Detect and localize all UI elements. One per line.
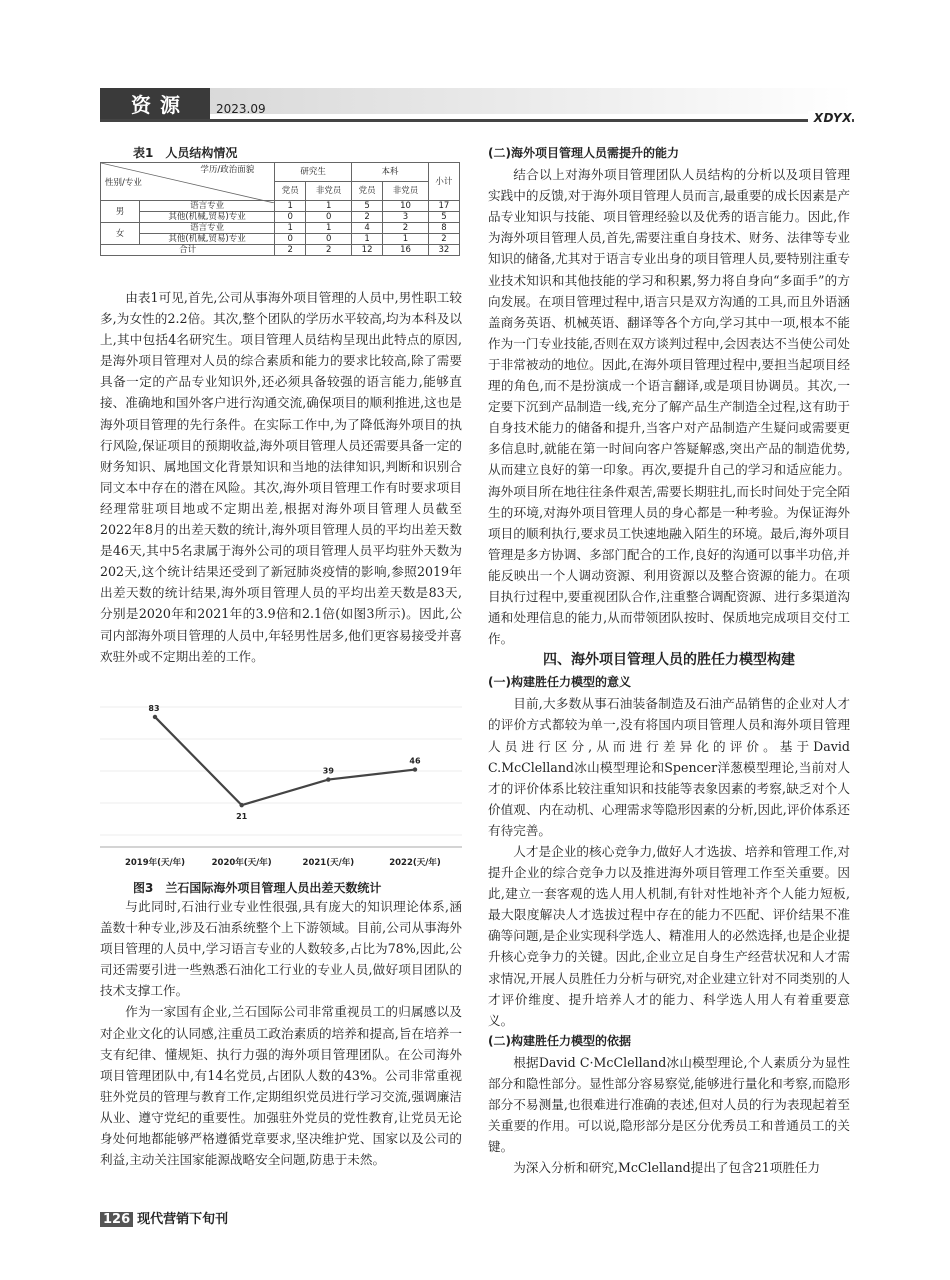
table-total-row	[101, 245, 460, 256]
data-point	[153, 715, 157, 719]
total-cell: 16	[383, 245, 429, 256]
value-cell: 1	[352, 234, 383, 245]
total-cell: 2	[275, 245, 306, 256]
x-tick-label: 2020年(天/年)	[211, 858, 272, 868]
table-title: 表1 人员结构情况	[133, 146, 238, 160]
value-cell: 5	[428, 212, 459, 223]
value-cell: 0	[275, 234, 306, 245]
table-row	[101, 234, 460, 245]
major-cell: 其他(机械,贸易)专业	[140, 234, 275, 245]
x-tick-label: 2021(天/年)	[302, 858, 355, 868]
x-tick-label: 2022(天/年)	[389, 858, 441, 868]
total-cell: 12	[352, 245, 383, 256]
data-point	[239, 803, 243, 807]
data-point	[413, 767, 417, 771]
paragraph: 为深入分析和研究,McClelland提出了包含21项胜任力	[513, 1160, 821, 1176]
subsection-heading: (一)构建胜任力模型的意义	[488, 675, 631, 690]
total-cell: 2	[306, 245, 352, 256]
diagonal-header-cell	[101, 163, 275, 201]
value-cell: 1	[383, 234, 429, 245]
value-cell: 10	[383, 201, 429, 212]
paragraph: 与此同时,石油行业专业性很强,具有庞大的知识理论体系,涵盖数十种专业,涉及石油系统整个上下游领域。目前,公司从事海外项目管理的人员中,学习语言专业的人数较多,占比为78%,因此,公司还需要引进一些熟悉石油化工行业的专业人员,做好项目团队的技术支撑工作。	[100, 899, 462, 999]
header-rule	[100, 119, 854, 122]
journal-code: XDYX	[808, 111, 852, 125]
left-column-text-2	[100, 896, 462, 1170]
value-cell: 0	[275, 212, 306, 223]
sub-header: 非党员	[383, 182, 429, 201]
value-cell: 1	[306, 201, 352, 212]
value-cell: 3	[383, 212, 429, 223]
major-cell: 语言专业	[140, 223, 275, 234]
page-footer	[100, 1208, 228, 1227]
header-gradient-band	[205, 88, 853, 114]
diag-top-label: 学历/政治面貌	[200, 165, 255, 175]
paragraph: 作为一家国有企业,兰石国际公司非常重视员工的归属感以及对企业文化的认同感,注重员工政治素质的培养和提高,旨在培养一支有纪律、懂规矩、执行力强的海外项目管理团队。在公司海外项目管理团队中,有14名党员,占团队人数的43%。公司非常重视驻外党员的管理与教育工作,定期组织党员进行学习交流,强调廉洁从业、遵守党纪的重要性。加强驻外党员的党性教育,让党员无论身处何地都能够严格遵循党章要求,坚决维护党、国家以及公司的利益,主动关注国家能源战略安全问题,防患于未然。	[100, 1004, 462, 1168]
table-row	[101, 212, 460, 223]
data-label: 21	[236, 812, 248, 822]
section-heading: 四、海外项目管理人员的胜任力模型构建	[543, 652, 795, 669]
figure-caption: 图3 兰石国际海外项目管理人员出差天数统计	[133, 881, 382, 895]
subsection-heading: (二)海外项目管理人员需提升的能力	[488, 146, 679, 160]
group-header: 研究生	[275, 163, 352, 182]
group-header: 本科	[352, 163, 429, 182]
data-label: 46	[409, 756, 421, 766]
left-column-text-1	[100, 287, 462, 667]
total-label: 合计	[101, 245, 275, 256]
major-cell: 语言专业	[140, 201, 275, 212]
value-cell: 2	[383, 223, 429, 234]
right-column-text	[488, 143, 850, 1179]
value-cell: 4	[352, 223, 383, 234]
sub-header: 党员	[275, 182, 306, 201]
paragraph: 目前,大多数从事石油装备制造及石油产品销售的企业对人才的评价方式都较为单一,没有将国内项目管理人员和海外项目管理人员进行区分,从而进行差异化的评价。基于David C.McClelland冰山模型理论和Spencer洋葱模型理论,当前对人才的评价体系比较注重知识和技能等表象因素的考察,缺乏对个人价值观、内在动机、心理需求等隐形因素的分析,因此,评价体系还有待完善。	[488, 696, 850, 838]
travel-days-line-chart	[100, 695, 462, 875]
journal-name: 现代营销下旬刊	[137, 1212, 229, 1227]
value-cell: 1	[275, 201, 306, 212]
value-cell: 8	[428, 223, 459, 234]
series-line	[155, 717, 415, 805]
page-number: 126	[100, 1212, 133, 1227]
data-label: 39	[322, 766, 334, 776]
value-cell: 2	[352, 212, 383, 223]
paragraph: 由表1可见,首先,公司从事海外项目管理的人员中,男性职工较多,为女性的2.2倍。其次,整个团队的学历水平较高,均为本科及以上,其中包括4名研究生。项目管理人员结构呈现出此特点的原因,是海外项目管理对人员的综合素质和能力的要求比较高,除了需要具备一定的产品专业知识外,还必须具备较强的语言能力,能够直接、准确地和国外客户进行沟通交流,确保项目的顺利推进,这也是海外项目管理的先行条件。在实际工作中,为了降低海外项目的执行风险,保证项目的预期收益,海外项目管理人员还需要具备一定的财务知识、属地国文化背景知识和当地的法律知识,判断和识别合同文本中存在的潜在风险。其次,海外项目管理工作有时要求项目经理常驻项目地或不定期出差,根据对海外项目管理人员截至2022年8月的出差天数的统计,海外项目管理人员的平均出差天数是46天,其中5名隶属于海外公司的项目管理人员平均驻外天数为202天,这个统计结果还受到了新冠肺炎疫情的影响,参照2019年出差天数的统计结果,海外项目管理人员的平均出差天数是83天,分别是2020年和2021年的3.9倍和2.1倍(如图3所示)。因此,公司内部海外项目管理的人员中,年轻男性居多,他们更容易接受并喜欢驻外或不定期出差的工作。	[100, 290, 462, 664]
value-cell: 17	[428, 201, 459, 212]
value-cell: 2	[428, 234, 459, 245]
personnel-structure-table	[100, 162, 460, 256]
value-cell: 1	[306, 223, 352, 234]
sub-header: 党员	[352, 182, 383, 201]
paragraph: 人才是企业的核心竞争力,做好人才选拔、培养和管理工作,对提升企业的综合竞争力以及推进海外项目管理工作至关重要。因此,建立一套客观的选人用人机制,有针对性地补齐个人能力短板,最大限度解决人才选拔过程中存在的能力不匹配、评价结果不准确等问题,是企业实现科学选人、精准用人的必然选择,也是企业提升核心竞争力的关键。因此,企业立足自身生产经营状况和人才需求情况,开展人员胜任力分析与研究,对企业建立针对不同类别的人才评价维度、提升培养人才的能力、科学选人用人有着重要意义。	[488, 844, 850, 1028]
diag-bottom-label: 性别/专业	[105, 178, 142, 188]
paragraph: 根据David C·McClelland冰山模型理论,个人素质分为显性部分和隐性部分。显性部分容易察觉,能够进行量化和考察,而隐形部分不易测量,也很难进行准确的表述,但对人员的行为表现起着至关重要的作用。可以说,隐形部分是区分优秀员工和普通员工的关键。	[488, 1054, 850, 1155]
value-cell: 0	[306, 234, 352, 245]
x-tick-label: 2019年(天/年)	[124, 858, 186, 868]
issue-date: 2023.09	[216, 102, 266, 116]
table-row	[101, 223, 460, 234]
total-cell: 32	[428, 245, 459, 256]
value-cell: 1	[275, 223, 306, 234]
paragraph: 结合以上对海外项目管理团队人员结构的分析以及项目管理实践中的反馈,对于海外项目管理人员而言,最重要的成长因素是产品专业知识与技能、项目管理经验以及优秀的语言能力。因此,作为海外项目管理人员,首先,需要注重自身技术、财务、法律等专业知识的储备,尤其对于语言专业出身的项目管理人员,要特别注重专业技术知识和其他技能的学习和积累,努力将自身向“多面手”的方向发展。在项目管理过程中,语言只是双方沟通的工具,而且外语涵盖商务英语、机械英语、翻译等各个方向,学习其中一项,根本不能作为一门专业技能,否则在双方谈判过程中,会因表达不当使公司处于非常被动的地位。因此,在海外项目管理过程中,要担当起项目经理的角色,而不是扮演成一个语言翻译,或是项目协调员。其次,一定要下沉到产品制造一线,充分了解产品生产制造全过程,这有助于自身技术能力的储备和提升,当客户对产品制造产生疑问或需要更多信息时,就能在第一时间向客户答疑解惑,突出产品的制造优势,从而建立良好的第一印象。再次,要提升自己的学习和适应能力。海外项目所在地往往条件艰苦,需要长期驻扎,而长时间处于完全陌生的环境,对海外项目管理人员的身心都是一种考验。为保证海外项目的顺利执行,要求员工快速地融入陌生的环境。最后,海外项目管理是多方协调、多部门配合的工作,良好的沟通可以事半功倍,并能反映出一个人调动资源、利用资源以及整合资源的能力。在项目执行过程中,要重视团队合作,注重整合调配资源、进行多渠道沟通和处理信息的能力,从而带领团队按时、保质地完成项目交付工作。	[488, 167, 850, 647]
data-label: 83	[148, 703, 160, 713]
value-cell: 0	[306, 212, 352, 223]
gender-cell: 女	[101, 223, 140, 245]
sub-header: 非党员	[306, 182, 352, 201]
major-cell: 其他(机械,贸易)专业	[140, 212, 275, 223]
group-header: 小计	[428, 163, 459, 201]
value-cell: 5	[352, 201, 383, 212]
subsection-heading: (二)构建胜任力模型的依据	[488, 1033, 631, 1048]
data-point	[326, 777, 330, 781]
column-name: 资源	[131, 93, 189, 117]
gender-cell: 男	[101, 201, 140, 223]
